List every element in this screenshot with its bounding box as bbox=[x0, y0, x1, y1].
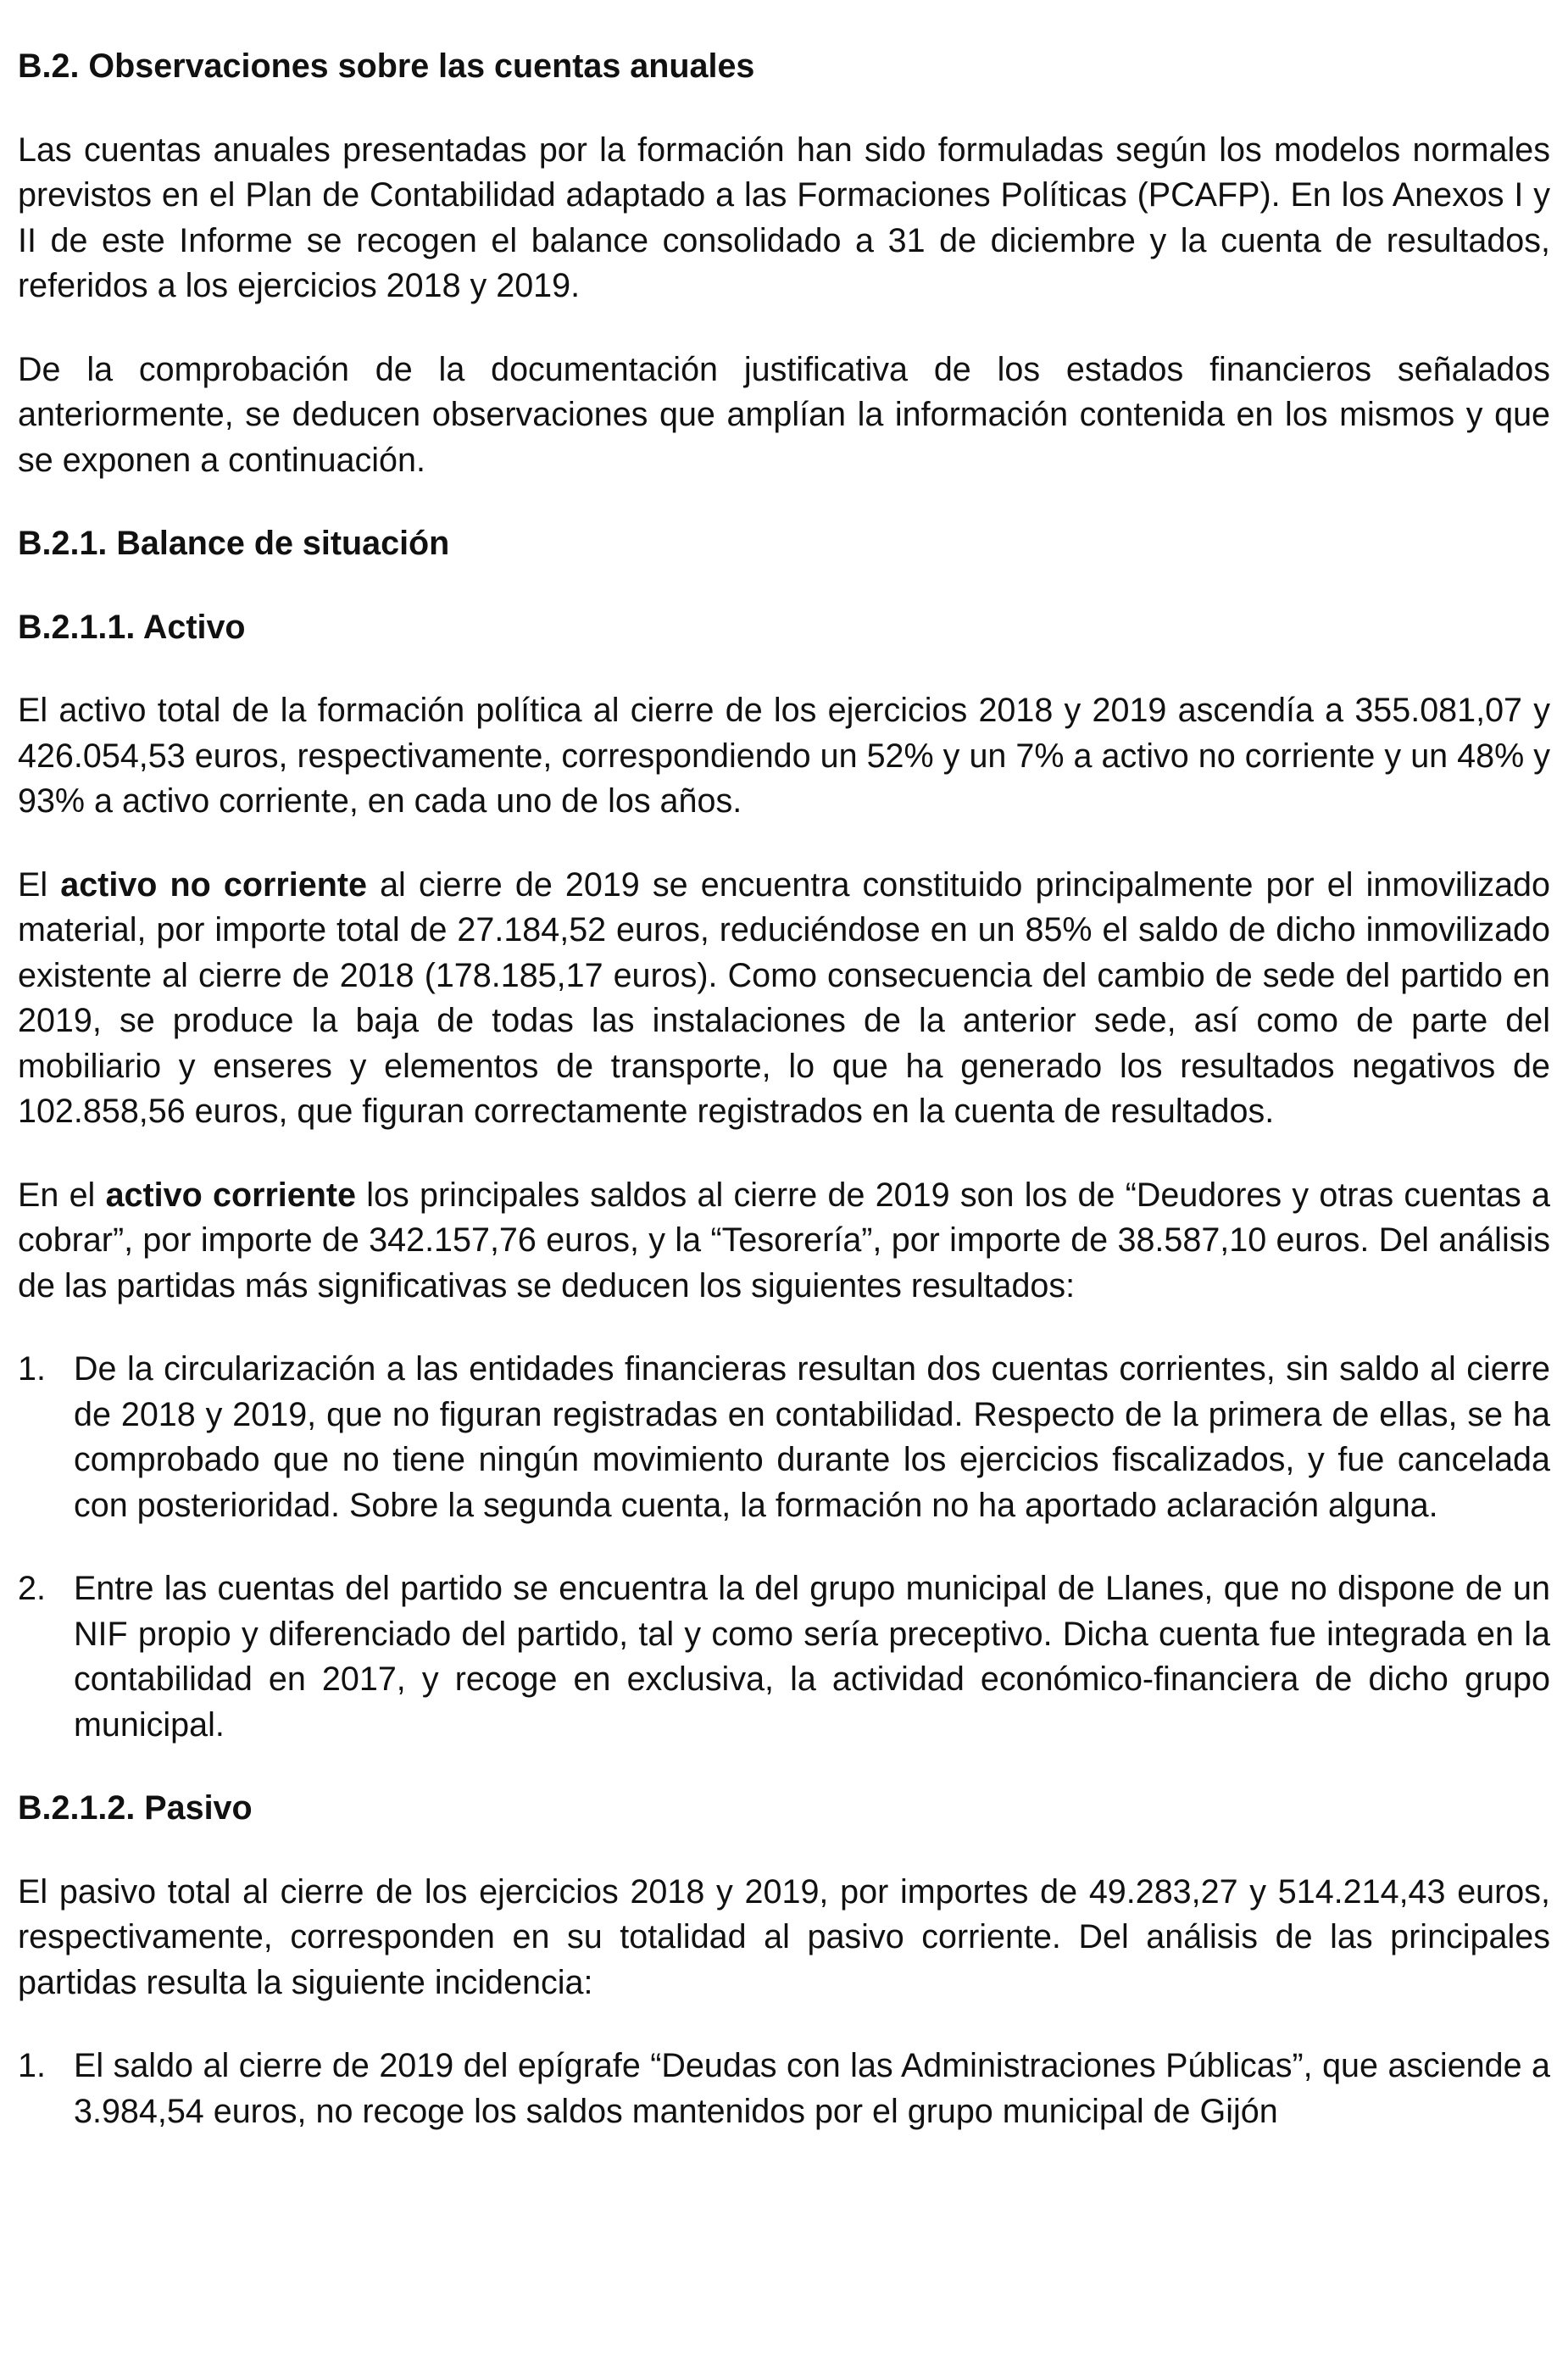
section-heading-b2: B.2. Observaciones sobre las cuentas anuales bbox=[18, 47, 755, 85]
document-page bbox=[18, 44, 1550, 2172]
list-item-text: Entre las cuentas del partido se encuentra la del grupo municipal de Llanes, que no dispone de un NIF propio y diferenciado del partido, tal y como sería preceptivo. Dicha cuenta fue integrada en la contabilidad en 2017, y recoge en exclusiva, la actividad económico-financiera de dicho grupo municipal. bbox=[74, 1570, 1550, 1744]
bold-term: activo no corriente bbox=[60, 865, 367, 904]
numbered-list-activo bbox=[18, 1347, 1550, 1748]
text-run: En el bbox=[18, 1176, 106, 1214]
list-number: 2. bbox=[18, 1570, 46, 1607]
numbered-list-pasivo bbox=[18, 2044, 1550, 2134]
list-number: 1. bbox=[18, 2047, 46, 2084]
text-run: al cierre de 2019 se encuentra constituido principalmente por el inmovilizado material, por importe total de 27.184,52 euros, reduciéndose en un 85% el saldo de dicho inmovilizado existente al cierre de 2018 (178.185,17 euros). Como consecuencia del cambio de sede del partido en 2019, se produce la baja de todas las instalaciones de la anterior sede, así como de parte del mobiliario y enseres y elementos de transporte, lo que ha generado los resultados negativos de 102.858,56 euros, que figuran correctamente registrados en la cuenta de resultados. bbox=[18, 865, 1550, 1130]
section-heading-b212: B.2.1.2. Pasivo bbox=[18, 1789, 253, 1827]
section-heading-b211: B.2.1.1. Activo bbox=[18, 608, 246, 646]
list-item-text: El saldo al cierre de 2019 del epígrafe “Deudas con las Administraciones Públicas”, que asciende a 3.984,54 euros, no recoge los saldos mantenidos por el grupo municipal de Gijón bbox=[74, 2047, 1550, 2130]
list-item-text: De la circularización a las entidades financieras resultan dos cuentas corrientes, sin saldo al cierre de 2018 y 2019, que no figuran registradas en contabilidad. Respecto de la primera de ellas, se ha comprobado que no tiene ningún movimiento durante los ejercicios fiscalizados, y fue cancelada con posterioridad. Sobre la segunda cuenta, la formación no ha aportado aclaración alguna. bbox=[74, 1350, 1550, 1524]
paragraph: Las cuentas anuales presentadas por la formación han sido formuladas según los modelos normales previstos en el Plan de Contabilidad adaptado a las Formaciones Políticas (PCAFP). En los Anexos I y II de este Informe se recogen el balance consolidado a 31 de diciembre y la cuenta de resultados, referidos a los ejercicios 2018 y 2019. bbox=[18, 131, 1550, 304]
list-item bbox=[18, 1347, 1550, 1528]
list-item bbox=[18, 1566, 1550, 1748]
paragraph bbox=[18, 1173, 1550, 1310]
paragraph: El activo total de la formación política al cierre de los ejercicios 2018 y 2019 ascendía a 355.081,07 y 426.054,53 euros, respectivamente, correspondiendo un 52% y un 7% a activo no corriente y un 48% y 93% a activo corriente, en cada uno de los años. bbox=[18, 692, 1550, 820]
text-run: los principales saldos al cierre de 2019 son los de “Deudores y otras cuentas a cobrar”, por importe de 342.157,76 euros, y la “Tesorería”, por importe de 38.587,10 euros. Del análisis de las partidas más significativas se deducen los siguientes resultados: bbox=[18, 1176, 1550, 1304]
bold-term: activo corriente bbox=[105, 1176, 357, 1214]
list-item bbox=[18, 2044, 1550, 2134]
list-number: 1. bbox=[18, 1350, 46, 1388]
paragraph: El pasivo total al cierre de los ejercicios 2018 y 2019, por importes de 49.283,27 y 514.214,43 euros, respectivamente, corresponden en su totalidad al pasivo corriente. Del análisis de las principales partidas resulta la siguiente incidencia: bbox=[18, 1872, 1550, 2001]
paragraph: De la comprobación de la documentación justificativa de los estados financieros señalados anteriormente, se deducen observaciones que amplían la información contenida en los mismos y que se exponen a continuación. bbox=[18, 350, 1550, 479]
section-heading-b21: B.2.1. Balance de situación bbox=[18, 525, 450, 562]
paragraph bbox=[18, 863, 1550, 1135]
text-run: El bbox=[18, 865, 61, 904]
